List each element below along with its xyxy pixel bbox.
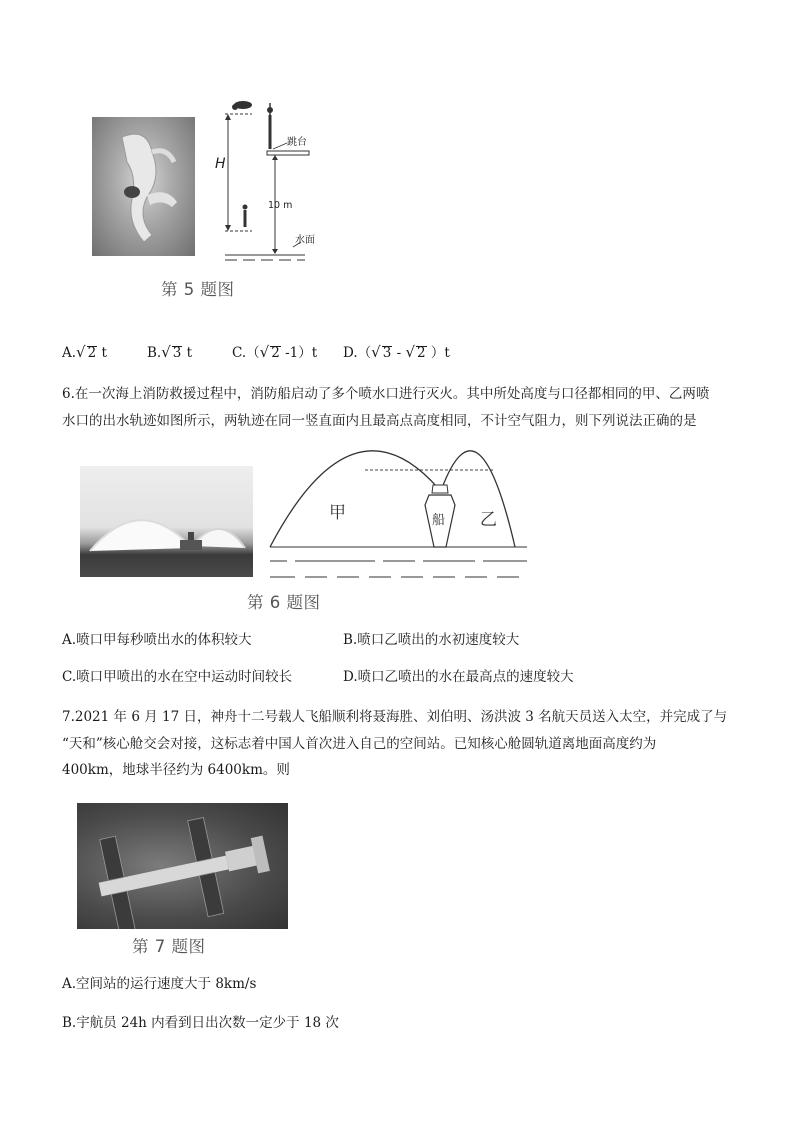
diver-silhouette [92, 117, 195, 256]
q5-option-d[interactable]: D.（√ 3 - √ 2 ）t [343, 343, 450, 361]
q6-stem-line2: 水口的出水轨迹如图所示，两轨迹在同一竖直面内且最高点高度相同，不计空气阻力，则下列说法正确的是 [62, 413, 697, 429]
diver-photo [92, 117, 195, 256]
q6-figure-caption: 第 6 题图 [247, 593, 321, 612]
q5-option-a[interactable]: A.√ 2 t [62, 343, 107, 361]
label-10m: 10 m [268, 200, 293, 211]
fireboat-photo-art [80, 466, 253, 577]
q5-option-c[interactable]: C.（√ 2 -1）t [232, 343, 318, 361]
label-water-surface: 水面 [295, 235, 315, 246]
q6-stem-line1: 6.在一次海上消防救援过程中，消防船启动了多个喷水口进行灭火。其中所处高度与口径都相同的甲、乙两喷 [62, 386, 710, 402]
label-platform: 跳台 [287, 137, 307, 148]
label-h: H [215, 156, 226, 172]
platform [267, 151, 309, 155]
label-boat: 船 [432, 513, 446, 528]
trajectory-jia [270, 451, 438, 547]
q7-stem-line2: “天和”核心舱交会对接，这标志着中国人首次进入自己的空间站。已知核心舱圆轨道离地面高度约为 [62, 736, 657, 752]
water-dashes [270, 561, 527, 577]
q7-stem-line3: 400km，地球半径约为 6400km。则 [62, 762, 290, 778]
space-station-photo [77, 803, 288, 929]
q6-option-c[interactable]: C.喷口甲喷出的水在空中运动时间较长 [62, 669, 293, 685]
q6-option-b[interactable]: B.喷口乙喷出的水初速度较大 [343, 632, 520, 648]
q7-stem-line1: 7.2021 年 6 月 17 日，神舟十二号载人飞船顺利将聂海胜、刘伯明、汤洪波 3 名航天员送入太空，并完成了与 [62, 709, 728, 725]
q6-option-a[interactable]: A.喷口甲每秒喷出水的体积较大 [62, 632, 252, 648]
space-station-art [77, 803, 288, 929]
q5-figure-caption: 第 5 题图 [161, 280, 235, 299]
label-jia: 甲 [329, 503, 346, 523]
q7-option-b[interactable]: B.宇航员 24h 内看到日出次数一定少于 18 次 [62, 1015, 339, 1031]
q7-figure-caption: 第 7 题图 [132, 937, 206, 956]
diver-top-figure [232, 101, 252, 110]
q7-option-a[interactable]: A.空间站的运行速度大于 8km/s [62, 976, 257, 992]
diver-falling-figure [243, 205, 248, 228]
label-yi: 乙 [480, 510, 497, 530]
diver-standing-figure [267, 103, 273, 149]
q6-option-d[interactable]: D.喷口乙喷出的水在最高点的速度较大 [343, 669, 574, 685]
water-jet-trajectory-diagram [265, 445, 530, 585]
fireboat-photo [80, 466, 253, 577]
q5-option-b[interactable]: B.√ 3 t [147, 343, 193, 361]
diving-platform-diagram [215, 95, 325, 270]
